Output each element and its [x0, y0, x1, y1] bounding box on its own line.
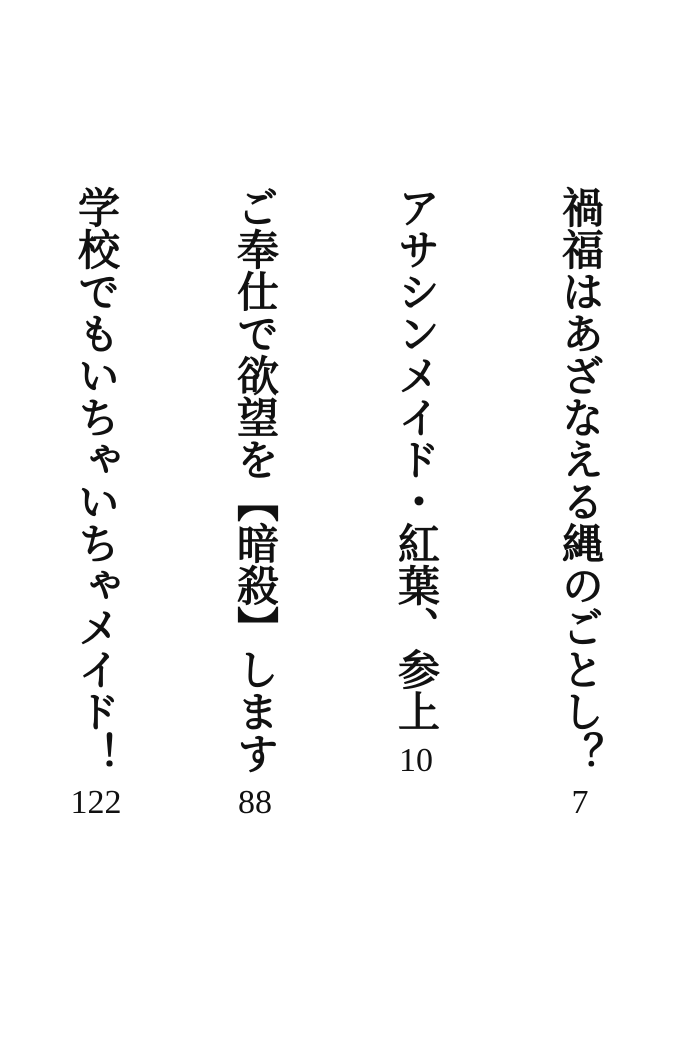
chapter-title: 学校でもいちゃいちゃメイド！	[72, 186, 121, 774]
chapter-title: アサシンメイド・紅葉、参上	[392, 186, 441, 732]
chapter-title: ご奉仕で欲望を【暗殺】します	[231, 186, 280, 774]
toc-entry-chapter-2	[384, 186, 448, 778]
chapter-page-number: 122	[70, 784, 122, 821]
toc-entry-chapter-3	[223, 186, 287, 820]
chapter-page-number: 10	[399, 742, 433, 779]
toc-entry-chapter-1	[548, 186, 612, 820]
chapter-page-number: 7	[571, 784, 589, 821]
chapter-title: 禍福はあざなえる縄のごとし？	[556, 186, 605, 774]
chapter-page-number: 88	[238, 784, 272, 821]
toc-entry-chapter-4	[64, 186, 128, 820]
